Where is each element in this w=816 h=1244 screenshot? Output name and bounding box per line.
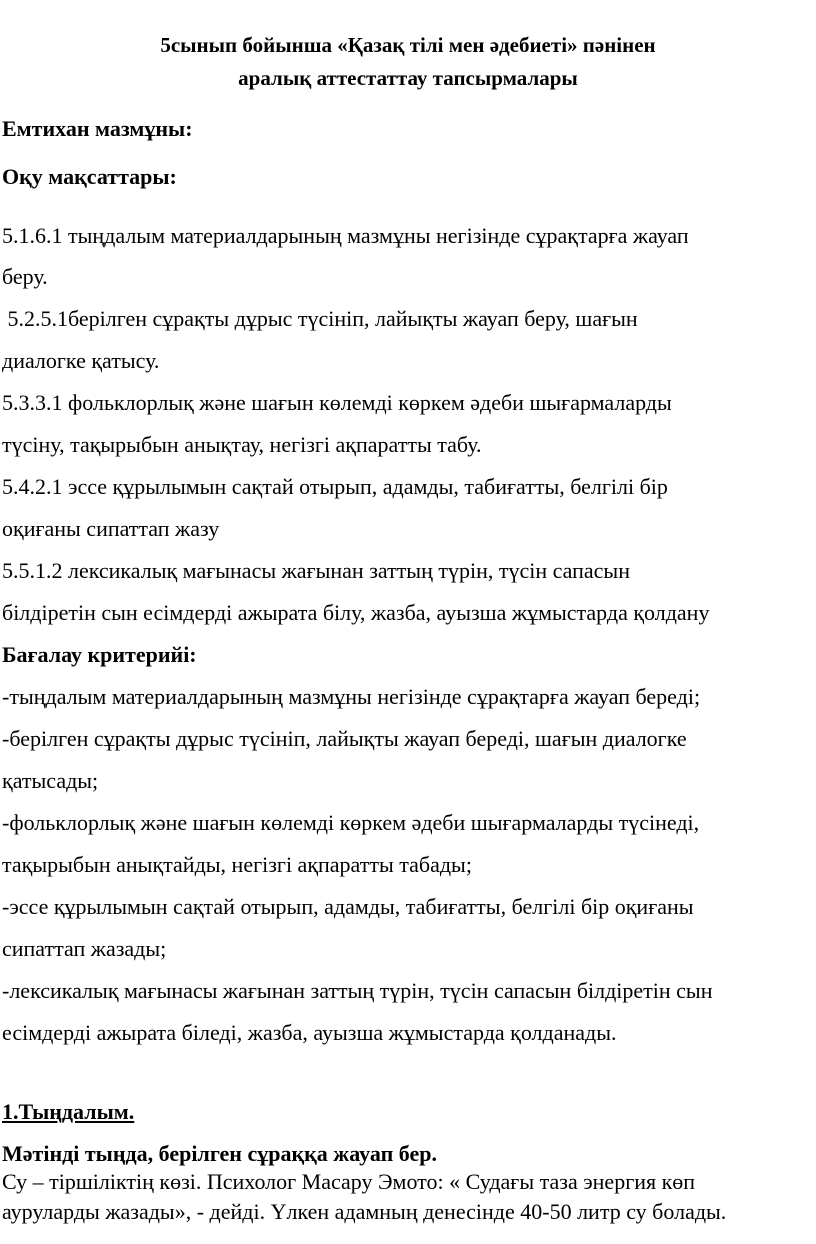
learning-goal-line: 5.5.1.2 лексикалық мағынасы жағынан заттың түрін, түсін сапасын — [2, 558, 630, 583]
criteria-line: есімдерді ажырата біледі, жазба, ауызша жұмыстарда қолданады. — [2, 1020, 617, 1045]
learning-goal-line: 5.2.5.1берілген сұрақты дұрыс түсініп, лайықты жауап беру, шағын — [2, 306, 638, 331]
section-1-task: Мәтінді тыңда, берілген сұраққа жауап бер. — [2, 1141, 437, 1166]
criteria-line: -фольклорлық және шағын көлемді көркем әдеби шығармаларды түсінеді, — [2, 810, 700, 835]
criteria-line: тақырыбын анықтайды, негізгі ақпаратты табады; — [2, 852, 472, 877]
document-title-line-2: аралық аттестаттау тапсырмалары — [238, 66, 578, 90]
learning-goals-heading: Оқу мақсаттары: — [2, 164, 177, 189]
exam-content-heading: Емтихан мазмұны: — [2, 116, 193, 141]
learning-goal-line: түсіну, тақырыбын анықтау, негізгі ақпаратты табу. — [2, 432, 482, 457]
learning-goal-line: 5.3.3.1 фольклорлық және шағын көлемді көркем әдеби шығармаларды — [2, 390, 672, 415]
section-1-heading: 1.Тыңдалым. — [2, 1099, 135, 1124]
document-title-line-1: 5сынып бойынша «Қазақ тілі мен әдебиеті» пәнінен — [160, 33, 656, 57]
learning-goal-line: 5.1.6.1 тыңдалым материалдарының мазмұны негізінде сұрақтарға жауап — [2, 223, 689, 248]
criteria-line: -тыңдалым материалдарының мазмұны негізінде сұрақтарға жауап береді; — [2, 684, 701, 709]
section-1-text-line: ауруларды жазады», - дейді. Үлкен адамның денесінде 40-50 литр су болады. — [2, 1199, 727, 1224]
criteria-line: -лексикалық мағынасы жағынан заттың түрін, түсін сапасын білдіретін сын — [2, 978, 713, 1003]
learning-goal-line: беру. — [2, 264, 48, 289]
learning-goal-line: диалогке қатысу. — [2, 348, 160, 373]
criteria-line: сипаттап жазады; — [2, 936, 167, 961]
criteria-line: -берілген сұрақты дұрыс түсініп, лайықты жауап береді, шағын диалогке — [2, 726, 687, 751]
learning-goal-line: білдіретін сын есімдерді ажырата білу, жазба, ауызша жұмыстарда қолдану — [2, 600, 710, 625]
criteria-heading: Бағалау критерийі: — [2, 642, 197, 667]
criteria-line: -эссе құрылымын сақтай отырып, адамды, табиғатты, белгілі бір оқиғаны — [2, 894, 694, 919]
section-1-text-line: Су – тіршіліктің көзі. Психолог Масару Эмото: « Судағы таза энергия көп — [2, 1169, 696, 1194]
learning-goal-line: оқиғаны сипаттап жазу — [2, 516, 220, 541]
learning-goal-line: 5.4.2.1 эссе құрылымын сақтай отырып, адамды, табиғатты, белгілі бір — [2, 474, 668, 499]
criteria-line: қатысады; — [2, 768, 99, 793]
